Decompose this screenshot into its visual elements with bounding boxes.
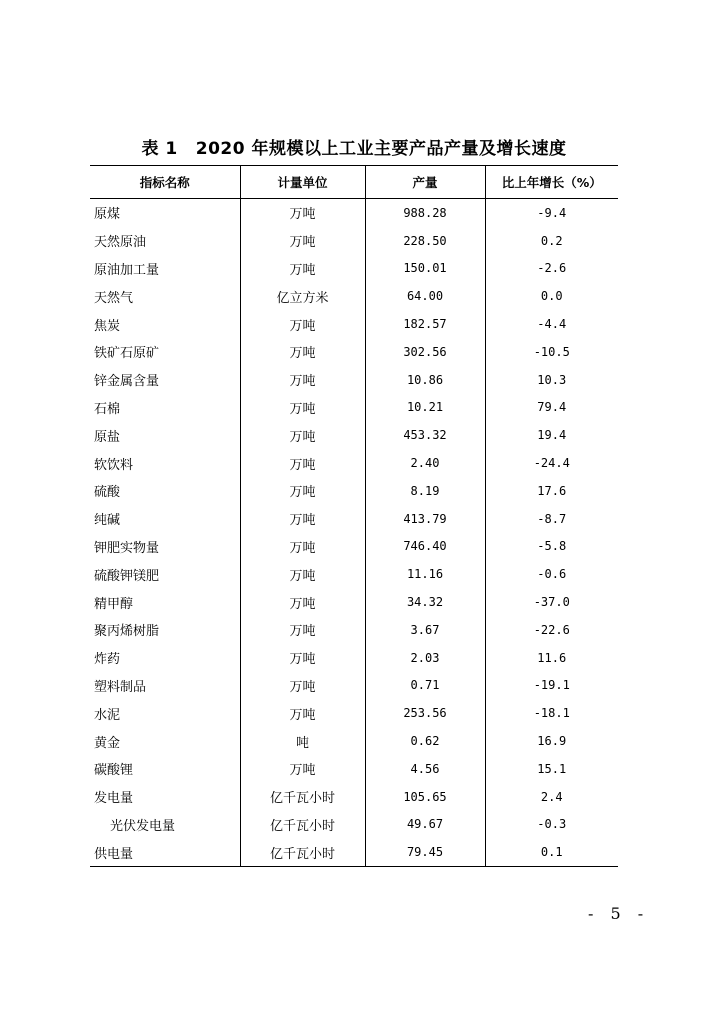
- indicator-name-cell: 锌金属含量: [94, 374, 160, 390]
- header-growth: 比上年增长（%）: [485, 166, 618, 199]
- output-cell: 11.16: [365, 560, 485, 588]
- header-output: 产量: [365, 166, 485, 199]
- unit-cell: 万吨: [240, 366, 365, 394]
- header-row: [90, 166, 618, 199]
- unit-cell: 万吨: [240, 394, 365, 422]
- table-row: [90, 505, 618, 533]
- indicator-name-cell: 纯碱: [94, 513, 121, 529]
- unit-cell: 万吨: [240, 199, 365, 227]
- output-cell: 746.40: [365, 533, 485, 561]
- growth-cell: 15.1: [485, 755, 618, 783]
- output-cell: 302.56: [365, 338, 485, 366]
- growth-cell: -22.6: [485, 616, 618, 644]
- unit-cell: 万吨: [240, 699, 365, 727]
- indicator-name-cell: 石棉: [94, 401, 121, 417]
- table-row: [90, 199, 618, 227]
- indicator-name-cell: 聚丙烯树脂: [94, 624, 160, 640]
- production-table: [90, 165, 618, 867]
- growth-cell: 17.6: [485, 477, 618, 505]
- indicator-name-cell: 光伏发电量: [110, 818, 176, 834]
- growth-cell: 79.4: [485, 394, 618, 422]
- output-cell: 0.71: [365, 672, 485, 700]
- indicator-name-cell: 天然气: [94, 290, 134, 306]
- indicator-name-cell: 原煤: [94, 207, 121, 223]
- table-row: [90, 560, 618, 588]
- header-unit: 计量单位: [240, 166, 365, 199]
- output-cell: 453.32: [365, 421, 485, 449]
- growth-cell: 2.4: [485, 783, 618, 811]
- unit-cell: 万吨: [240, 644, 365, 672]
- output-cell: 3.67: [365, 616, 485, 644]
- output-cell: 79.45: [365, 838, 485, 866]
- output-cell: 34.32: [365, 588, 485, 616]
- growth-cell: -9.4: [485, 199, 618, 227]
- growth-cell: 0.0: [485, 282, 618, 310]
- output-cell: 0.62: [365, 727, 485, 755]
- indicator-name-cell: 碳酸锂: [94, 763, 134, 779]
- table-row: [90, 255, 618, 283]
- unit-cell: 万吨: [240, 255, 365, 283]
- unit-cell: 万吨: [240, 449, 365, 477]
- indicator-name-cell: 水泥: [94, 707, 121, 723]
- growth-cell: -2.6: [485, 255, 618, 283]
- table-title-text: 2020 年规模以上工业主要产品产量及增长速度: [195, 139, 567, 159]
- output-cell: 253.56: [365, 699, 485, 727]
- growth-cell: 0.1: [485, 838, 618, 866]
- table-row: [90, 838, 618, 866]
- growth-cell: 10.3: [485, 366, 618, 394]
- unit-cell: 万吨: [240, 505, 365, 533]
- unit-cell: 万吨: [240, 421, 365, 449]
- growth-cell: -37.0: [485, 588, 618, 616]
- table-row: [90, 338, 618, 366]
- indicator-name-cell: 焦炭: [94, 318, 121, 334]
- output-cell: 10.86: [365, 366, 485, 394]
- growth-cell: -0.6: [485, 560, 618, 588]
- header-indicator-name: 指标名称: [90, 166, 240, 199]
- indicator-name-cell: 炸药: [94, 652, 121, 668]
- indicator-name-cell: 精甲醇: [94, 596, 134, 612]
- table-row: [90, 394, 618, 422]
- growth-cell: 16.9: [485, 727, 618, 755]
- table-row: [90, 533, 618, 561]
- unit-cell: 亿立方米: [240, 282, 365, 310]
- growth-cell: -5.8: [485, 533, 618, 561]
- output-cell: 2.03: [365, 644, 485, 672]
- indicator-name-cell: 塑料制品: [94, 679, 147, 695]
- table-row: [90, 616, 618, 644]
- output-cell: 10.21: [365, 394, 485, 422]
- output-cell: 2.40: [365, 449, 485, 477]
- growth-cell: -4.4: [485, 310, 618, 338]
- growth-cell: -10.5: [485, 338, 618, 366]
- unit-cell: 万吨: [240, 227, 365, 255]
- unit-cell: 亿千瓦小时: [240, 783, 365, 811]
- output-cell: 8.19: [365, 477, 485, 505]
- unit-cell: 万吨: [240, 533, 365, 561]
- table-row: [90, 449, 618, 477]
- growth-cell: 19.4: [485, 421, 618, 449]
- growth-cell: 0.2: [485, 227, 618, 255]
- unit-cell: 万吨: [240, 338, 365, 366]
- growth-cell: -18.1: [485, 699, 618, 727]
- indicator-name-cell: 黄金: [94, 735, 121, 751]
- table-row: [90, 588, 618, 616]
- indicator-name-cell: 钾肥实物量: [94, 540, 160, 556]
- unit-cell: 万吨: [240, 755, 365, 783]
- unit-cell: 吨: [240, 727, 365, 755]
- table-row: [90, 727, 618, 755]
- table-row: [90, 282, 618, 310]
- indicator-name-cell: 原盐: [94, 429, 121, 445]
- unit-cell: 万吨: [240, 588, 365, 616]
- table-number: 表 1: [141, 139, 178, 159]
- indicator-name-cell: 供电量: [90, 838, 240, 866]
- output-cell: 988.28: [365, 199, 485, 227]
- table-body: [90, 199, 618, 867]
- growth-cell: 11.6: [485, 644, 618, 672]
- output-cell: 413.79: [365, 505, 485, 533]
- table-row: [90, 366, 618, 394]
- table-row: [90, 310, 618, 338]
- indicator-name-cell: 天然原油: [94, 235, 147, 251]
- growth-cell: -24.4: [485, 449, 618, 477]
- table-row: [90, 699, 618, 727]
- table-row: [90, 421, 618, 449]
- indicator-name-cell: 软饮料: [94, 457, 134, 473]
- table-title: [90, 134, 618, 159]
- output-cell: 49.67: [365, 811, 485, 839]
- page-number: - 5 -: [588, 904, 650, 923]
- unit-cell: 万吨: [240, 672, 365, 700]
- table-row: [90, 811, 618, 839]
- unit-cell: 亿千瓦小时: [240, 811, 365, 839]
- output-cell: 182.57: [365, 310, 485, 338]
- indicator-name-cell: 铁矿石原矿: [94, 346, 160, 362]
- unit-cell: 万吨: [240, 616, 365, 644]
- unit-cell: 万吨: [240, 310, 365, 338]
- output-cell: 4.56: [365, 755, 485, 783]
- indicator-name-cell: 硫酸钾镁肥: [94, 568, 160, 584]
- indicator-name-cell: 硫酸: [94, 485, 121, 501]
- output-cell: 228.50: [365, 227, 485, 255]
- indicator-name-cell: 原油加工量: [94, 262, 160, 278]
- growth-cell: -19.1: [485, 672, 618, 700]
- output-cell: 64.00: [365, 282, 485, 310]
- growth-cell: -8.7: [485, 505, 618, 533]
- table-row: [90, 783, 618, 811]
- table-row: [90, 477, 618, 505]
- output-cell: 150.01: [365, 255, 485, 283]
- table-row: [90, 755, 618, 783]
- unit-cell: 万吨: [240, 560, 365, 588]
- table-row: [90, 227, 618, 255]
- growth-cell: -0.3: [485, 811, 618, 839]
- table-row: [90, 672, 618, 700]
- table-header: [90, 166, 618, 199]
- output-cell: 105.65: [365, 783, 485, 811]
- unit-cell: 万吨: [240, 477, 365, 505]
- table-row: [90, 644, 618, 672]
- indicator-name-cell: 发电量: [94, 791, 134, 807]
- unit-cell: 亿千瓦小时: [240, 838, 365, 866]
